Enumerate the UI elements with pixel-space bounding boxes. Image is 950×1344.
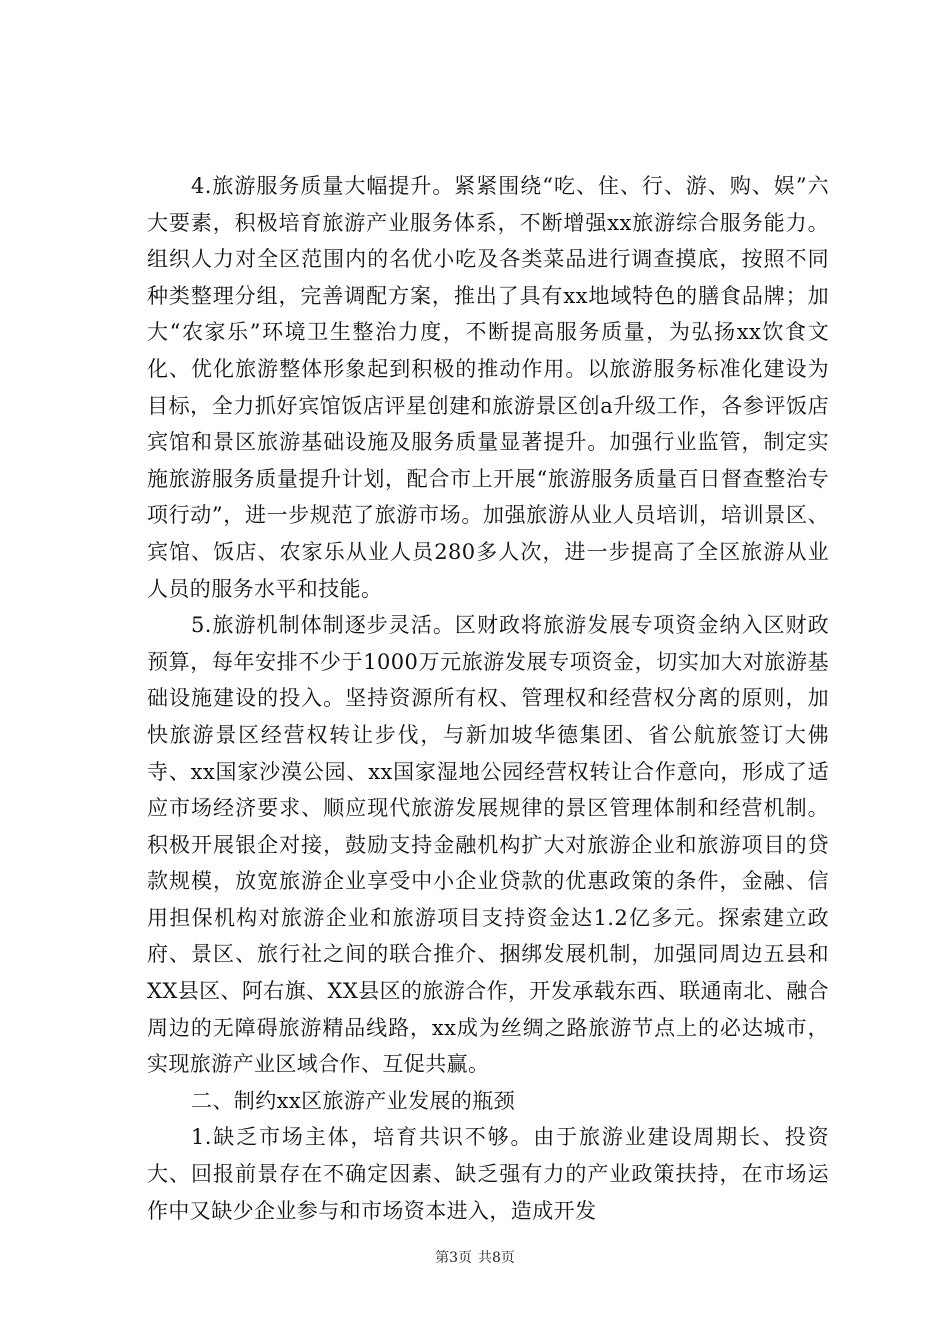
document-body (147, 168, 829, 1229)
paragraph-lack-of-market-entities: 1.缺乏市场主体，培育共识不够。由于旅游业建设周期长、投资大、回报前景存在不确定因素、缺乏强有力的产业政策扶持，在市场运作中又缺少企业参与和市场资本进入，造成开发 (147, 1125, 829, 1223)
page-footer (0, 1247, 950, 1267)
section-heading-bottlenecks: 二、制约xx区旅游产业发展的瓶颈 (191, 1088, 516, 1113)
paragraph-tourism-mechanism: 5.旅游机制体制逐步灵活。区财政将旅游发展专项资金纳入区财政预算，每年安排不少于1000万元旅游发展专项资金，切实加大对旅游基础设施建设的投入。坚持资源所有权、管理权和经营权分离的原则，加快旅游景区经营权转让步伐，与新加坡华德集团、省公航旅签订大佛寺、xx国家沙漠公园、xx国家湿地公园经营权转让合作意向，形成了适应市场经济要求、顺应现代旅游发展规律的景区管理体制和经营机制。积极开展银企对接，鼓励支持金融机构扩大对旅游企业和旅游项目的贷款规模，放宽旅游企业享受中小企业贷款的优惠政策的条件，金融、信用担保机构对旅游企业和旅游项目支持资金达1.2亿多元。探索建立政府、景区、旅行社之间的联合推介、捆绑发展机制，加强同周边五县和XX县区、阿右旗、XX县区的旅游合作，开发承载东西、联通南北、融合周边的无障碍旅游精品线路，xx成为丝绸之路旅游节点上的必达城市，实现旅游产业区域合作、互促共赢。 (147, 613, 829, 1077)
page-total: 共8页 (478, 1250, 515, 1266)
paragraph-tourism-service-quality: 4.旅游服务质量大幅提升。紧紧围绕“吃、住、行、游、购、娱”六大要素，积极培育旅游产业服务体系，不断增强xx旅游综合服务能力。组织人力对全区范围内的名优小吃及各类菜品进行调查摸底，按照不同种类整理分组，完善调配方案，推出了具有xx地域特色的膳食品牌；加大“农家乐”环境卫生整治力度，不断提高服务质量，为弘扬xx饮食文化、优化旅游整体形象起到积极的推动作用。以旅游服务标准化建设为目标，全力抓好宾馆饭店评星创建和旅游景区创a升级工作，各参评饭店宾馆和景区旅游基础设施及服务质量显著提升。加强行业监管，制定实施旅游服务质量提升计划，配合市上开展“旅游服务质量百日督查整治专项行动”，进一步规范了旅游市场。加强旅游从业人员培训，培训景区、宾馆、饭店、农家乐从业人员280多人次，进一步提高了全区旅游从业人员的服务水平和技能。 (147, 174, 829, 601)
page-number: 第3页 (435, 1250, 472, 1266)
